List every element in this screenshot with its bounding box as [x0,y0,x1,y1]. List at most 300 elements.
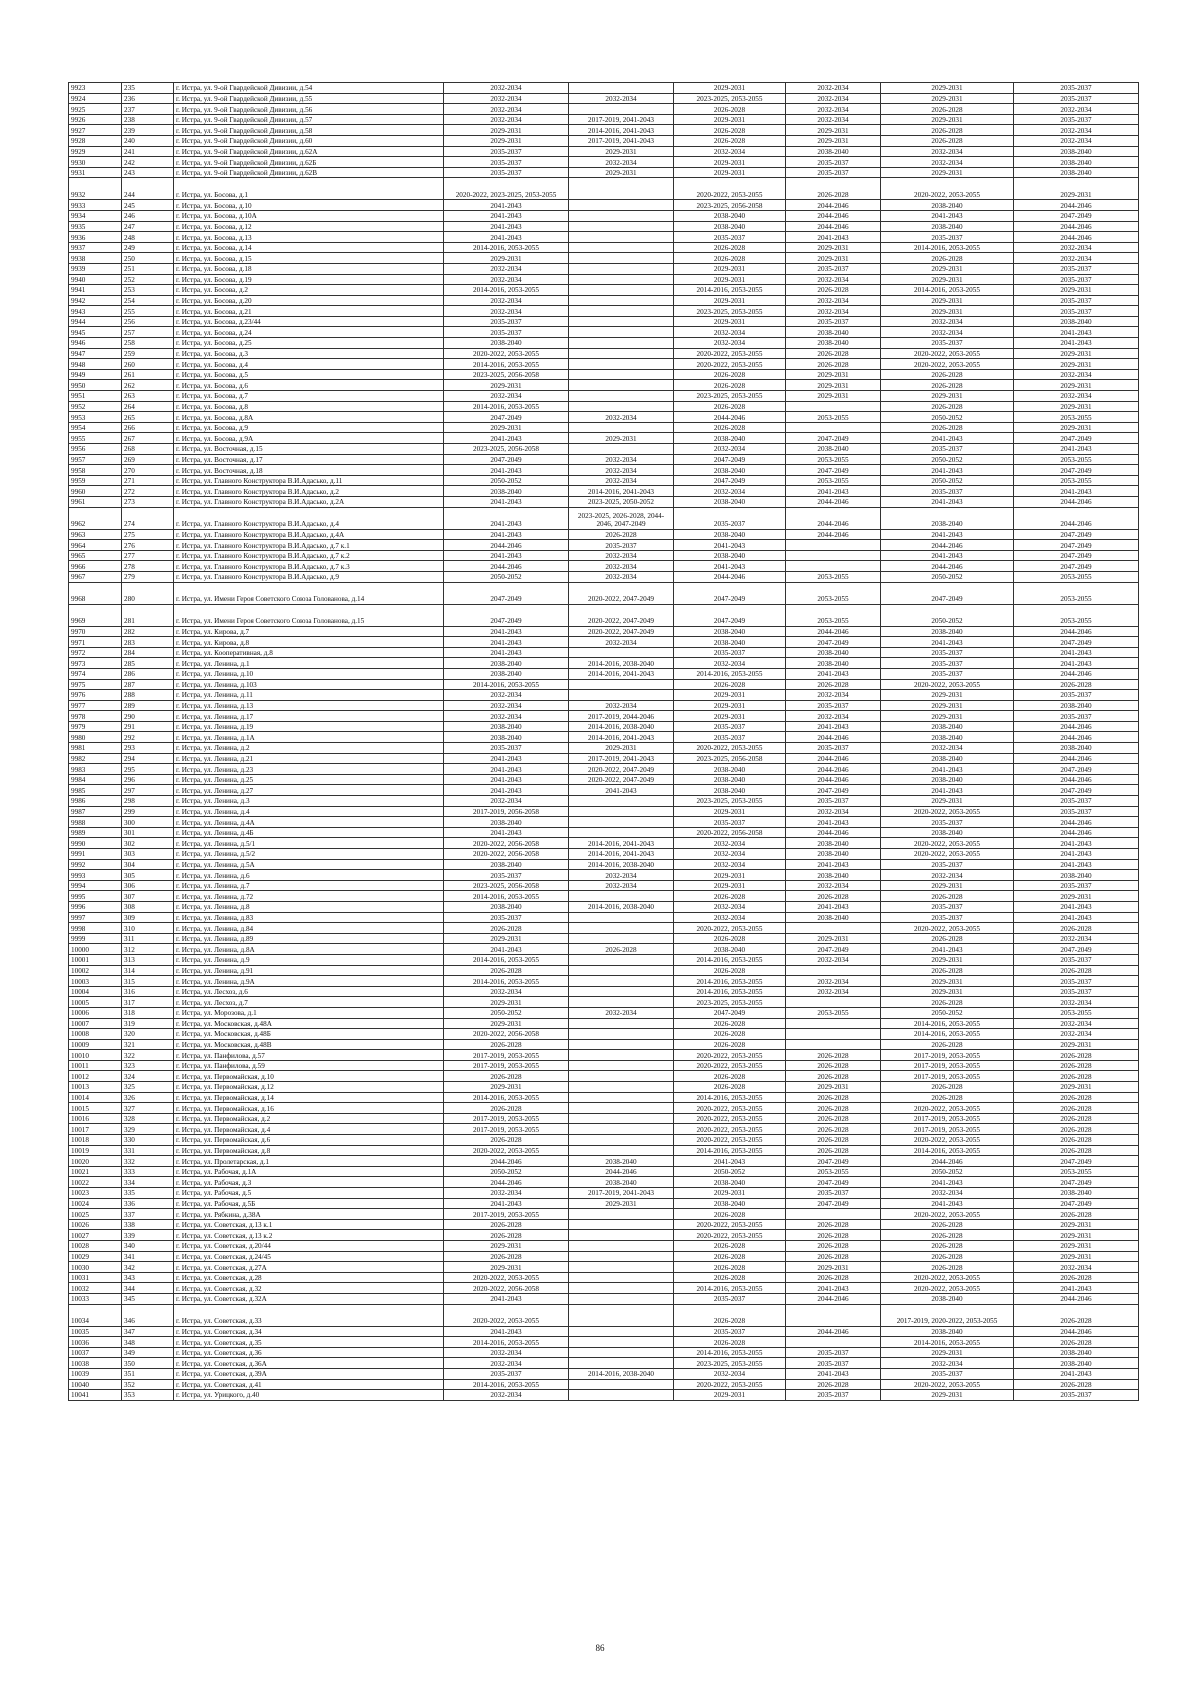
work-period-cell-2: 2032-2034 [569,475,674,486]
seq-number-cell: 326 [122,1092,174,1103]
work-period-cell-3: 2032-2034 [674,146,786,157]
work-period-cell-5: 2014-2016, 2053-2055 [881,242,1014,253]
seq-number-cell: 237 [122,104,174,115]
work-period-cell-6: 2032-2034 [1014,1262,1139,1273]
work-period-cell-2 [569,827,674,838]
table-row [69,1390,1139,1401]
work-period-cell-1: 2035-2037 [444,327,569,338]
work-period-cell-4: 2041-2043 [786,859,881,870]
work-period-cell-2 [569,316,674,327]
row-id-cell: 10032 [69,1283,122,1294]
address-cell: г. Истра, ул. Рабочая, д.5 [174,1188,444,1199]
work-period-cell-6: 2047-2049 [1014,1156,1139,1167]
work-period-cell-1: 2041-2043 [444,827,569,838]
work-period-cell-4: 2044-2046 [786,732,881,743]
work-period-cell-2: 2032-2034 [569,880,674,891]
seq-number-cell: 253 [122,285,174,296]
table-row [69,380,1139,391]
work-period-cell-2 [569,178,674,200]
address-cell: г. Истра, ул. Главного Конструктора В.И.Адасько, д.7 к.3 [174,561,444,572]
seq-number-cell: 238 [122,114,174,125]
work-period-cell-5: 2041-2043 [881,210,1014,221]
work-period-cell-1: 2032-2034 [444,1358,569,1369]
row-id-cell: 9987 [69,806,122,817]
work-period-cell-6: 2038-2040 [1014,316,1139,327]
work-period-cell-3: 2014-2016, 2053-2055 [674,1145,786,1156]
work-period-cell-4 [786,997,881,1008]
work-period-cell-3: 2041-2043 [674,561,786,572]
address-cell: г. Истра, ул. Ленина, д.8А [174,944,444,955]
address-cell: г. Истра, ул. Ленина, д.2 [174,743,444,754]
work-period-cell-3: 2029-2031 [674,806,786,817]
table-row [69,242,1139,253]
table-row [69,870,1139,881]
work-period-cell-4: 2047-2049 [786,1198,881,1209]
work-period-cell-4 [786,1029,881,1040]
work-period-cell-3: 2032-2034 [674,1368,786,1379]
work-period-cell-6: 2053-2055 [1014,412,1139,423]
table-row [69,135,1139,146]
work-period-cell-1: 2014-2016, 2053-2055 [444,401,569,412]
work-period-cell-3: 2023-2025, 2053-2055 [674,796,786,807]
work-period-cell-3: 2044-2046 [674,571,786,582]
work-period-cell-4: 2026-2028 [786,1230,881,1241]
work-period-cell-2: 2032-2034 [569,157,674,168]
row-id-cell: 9977 [69,700,122,711]
work-period-cell-3: 2038-2040 [674,626,786,637]
work-period-cell-1: 2041-2043 [444,507,569,529]
work-period-cell-4: 2038-2040 [786,444,881,455]
work-period-cell-3: 2041-2043 [674,540,786,551]
seq-number-cell: 269 [122,454,174,465]
table-row [69,1082,1139,1093]
work-period-cell-3: 2020-2022, 2053-2055 [674,1050,786,1061]
work-period-cell-6: 2047-2049 [1014,561,1139,572]
work-period-cell-6: 2038-2040 [1014,146,1139,157]
work-period-cell-4: 2026-2028 [786,1124,881,1135]
address-cell: г. Истра, ул. Советская, д.36А [174,1358,444,1369]
row-id-cell: 9990 [69,838,122,849]
address-cell: г. Истра, ул. Босова, д.8А [174,412,444,423]
work-period-cell-2 [569,933,674,944]
work-period-cell-3: 2029-2031 [674,114,786,125]
work-period-cell-3: 2038-2040 [674,1198,786,1209]
work-period-cell-3: 2026-2028 [674,1071,786,1082]
work-period-cell-4: 2035-2037 [786,1188,881,1199]
work-period-cell-6: 2053-2055 [1014,1007,1139,1018]
work-period-cell-2: 2029-2031 [569,433,674,444]
work-period-cell-1: 2029-2031 [444,933,569,944]
table-row [69,1050,1139,1061]
work-period-cell-6: 2029-2031 [1014,1230,1139,1241]
row-id-cell: 9996 [69,901,122,912]
work-period-cell-3: 2023-2025, 2053-2055 [674,1358,786,1369]
work-period-cell-1: 2038-2040 [444,732,569,743]
work-period-cell-6: 2035-2037 [1014,274,1139,285]
seq-number-cell: 307 [122,891,174,902]
work-period-cell-6: 2044-2046 [1014,753,1139,764]
work-period-cell-4: 2026-2028 [786,1135,881,1146]
work-period-cell-6: 2029-2031 [1014,1082,1139,1093]
address-cell: г. Истра, ул. Советская, д.32 [174,1283,444,1294]
work-period-cell-5: 2026-2028 [881,1082,1014,1093]
row-id-cell: 10040 [69,1379,122,1390]
table-row [69,550,1139,561]
work-period-cell-5: 2035-2037 [881,647,1014,658]
work-period-cell-6: 2047-2049 [1014,1198,1139,1209]
work-period-cell-6: 2047-2049 [1014,465,1139,476]
seq-number-cell: 283 [122,637,174,648]
table-row [69,1337,1139,1348]
work-period-cell-5: 2020-2022, 2053-2055 [881,923,1014,934]
work-period-cell-1: 2029-2031 [444,1240,569,1251]
work-period-cell-4: 2026-2028 [786,1379,881,1390]
work-period-cell-1: 2026-2028 [444,1039,569,1050]
work-period-cell-3: 2044-2046 [674,412,786,423]
work-period-cell-3: 2020-2022, 2053-2055 [674,348,786,359]
table-row [69,753,1139,764]
work-period-cell-2 [569,263,674,274]
seq-number-cell: 261 [122,369,174,380]
work-period-cell-2 [569,1251,674,1262]
work-period-cell-5: 2029-2031 [881,880,1014,891]
row-id-cell: 10018 [69,1135,122,1146]
address-cell: г. Истра, ул. 9-ой Гвардейской Дивизии, д.62Б [174,157,444,168]
address-cell: г. Истра, ул. Босова, д.13 [174,232,444,243]
row-id-cell: 9974 [69,668,122,679]
row-id-cell: 9959 [69,475,122,486]
work-period-cell-4: 2044-2046 [786,200,881,211]
work-period-cell-3: 2032-2034 [674,338,786,349]
work-period-cell-4: 2032-2034 [786,83,881,94]
work-period-cell-5: 2032-2034 [881,157,1014,168]
work-period-cell-5: 2020-2022, 2053-2055 [881,359,1014,370]
work-period-cell-2: 2032-2034 [569,550,674,561]
work-period-cell-2: 2035-2037 [569,540,674,551]
work-period-cell-3: 2029-2031 [674,700,786,711]
work-period-cell-2: 2014-2016, 2041-2043 [569,668,674,679]
work-period-cell-1: 2032-2034 [444,295,569,306]
work-period-cell-5: 2026-2028 [881,933,1014,944]
seq-number-cell: 327 [122,1103,174,1114]
work-period-cell-1: 2047-2049 [444,454,569,465]
row-id-cell: 9939 [69,263,122,274]
work-period-cell-1: 2035-2037 [444,1368,569,1379]
work-period-cell-6: 2026-2028 [1014,1050,1139,1061]
work-period-cell-3: 2029-2031 [674,1390,786,1401]
work-period-cell-5: 2026-2028 [881,1092,1014,1103]
work-period-cell-1: 2041-2043 [444,496,569,507]
work-period-cell-1: 2050-2052 [444,1007,569,1018]
table-row [69,221,1139,232]
table-row [69,359,1139,370]
work-period-cell-3: 2026-2028 [674,1082,786,1093]
work-period-cell-6: 2044-2046 [1014,496,1139,507]
table-row [69,1219,1139,1230]
work-period-cell-6: 2047-2049 [1014,944,1139,955]
work-period-cell-4: 2044-2046 [786,626,881,637]
work-period-cell-4: 2029-2031 [786,125,881,136]
address-cell: г. Истра, ул. Рабочая, д.3 [174,1177,444,1188]
work-period-cell-6: 2026-2028 [1014,965,1139,976]
work-period-cell-3: 2038-2040 [674,550,786,561]
address-cell: г. Истра, ул. Первомайская, д.6 [174,1135,444,1146]
work-period-cell-3: 2026-2028 [674,933,786,944]
address-cell: г. Истра, ул. Босова, д.3 [174,348,444,359]
work-period-cell-3: 2026-2028 [674,1251,786,1262]
row-id-cell: 10025 [69,1209,122,1220]
work-period-cell-3: 2038-2040 [674,221,786,232]
work-period-cell-5: 2041-2043 [881,944,1014,955]
table-row [69,764,1139,775]
work-period-cell-3: 2035-2037 [674,732,786,743]
work-period-cell-2 [569,965,674,976]
work-period-cell-3: 2035-2037 [674,1326,786,1337]
work-period-cell-1: 2038-2040 [444,486,569,497]
table-row [69,604,1139,626]
work-period-cell-4 [786,1209,881,1220]
work-period-cell-1: 2014-2016, 2053-2055 [444,976,569,987]
row-id-cell: 9923 [69,83,122,94]
work-period-cell-2: 2020-2022, 2047-2049 [569,582,674,604]
table-row [69,721,1139,732]
work-period-cell-1: 2023-2025, 2056-2058 [444,444,569,455]
work-period-cell-2: 2017-2019, 2044-2046 [569,711,674,722]
table-row [69,944,1139,955]
address-cell: г. Истра, ул. 9-ой Гвардейской Дивизии, д.62А [174,146,444,157]
row-id-cell: 10017 [69,1124,122,1135]
work-period-cell-3: 2038-2040 [674,637,786,648]
row-id-cell: 9938 [69,253,122,264]
work-period-cell-3: 2014-2016, 2053-2055 [674,1092,786,1103]
work-period-cell-4: 2038-2040 [786,647,881,658]
row-id-cell: 9963 [69,529,122,540]
work-period-cell-6: 2041-2043 [1014,647,1139,658]
work-period-cell-6: 2041-2043 [1014,486,1139,497]
work-period-cell-1: 2041-2043 [444,774,569,785]
work-period-cell-2 [569,1103,674,1114]
row-id-cell: 9978 [69,711,122,722]
work-period-cell-4: 2029-2031 [786,242,881,253]
address-cell: г. Истра, ул. Главного Конструктора В.И.Адасько, д.4А [174,529,444,540]
work-period-cell-1: 2026-2028 [444,1071,569,1082]
work-period-cell-1: 2041-2043 [444,550,569,561]
seq-number-cell: 296 [122,774,174,785]
work-period-cell-4: 2026-2028 [786,1050,881,1061]
table-row [69,1368,1139,1379]
work-period-cell-6: 2032-2034 [1014,997,1139,1008]
table-row [69,507,1139,529]
work-period-cell-2 [569,338,674,349]
row-id-cell: 9992 [69,859,122,870]
work-period-cell-2: 2032-2034 [569,93,674,104]
work-period-cell-4: 2047-2049 [786,1156,881,1167]
row-id-cell: 10006 [69,1007,122,1018]
work-period-cell-3: 2038-2040 [674,944,786,955]
work-period-cell-1: 2017-2019, 2053-2055 [444,1050,569,1061]
address-cell: г. Истра, ул. Восточная, д.18 [174,465,444,476]
work-period-cell-2: 2026-2028 [569,529,674,540]
work-period-cell-2 [569,1039,674,1050]
table-row [69,1326,1139,1337]
work-period-cell-2 [569,1124,674,1135]
row-id-cell: 9951 [69,391,122,402]
address-cell: г. Истра, ул. Советская, д.24/45 [174,1251,444,1262]
work-period-cell-2 [569,647,674,658]
address-cell: г. Истра, ул. 9-ой Гвардейской Дивизии, д.57 [174,114,444,125]
work-period-cell-1: 2017-2019, 2056-2058 [444,806,569,817]
work-period-cell-3: 2032-2034 [674,486,786,497]
work-period-cell-3: 2026-2028 [674,679,786,690]
work-period-cell-5: 2050-2052 [881,571,1014,582]
work-period-cell-4 [786,1018,881,1029]
work-period-cell-6: 2053-2055 [1014,1166,1139,1177]
work-period-cell-2: 2029-2031 [569,167,674,178]
work-period-cell-6: 2029-2031 [1014,359,1139,370]
work-period-cell-1: 2032-2034 [444,1188,569,1199]
work-period-cell-4: 2029-2031 [786,380,881,391]
work-period-cell-1: 2026-2028 [444,1219,569,1230]
work-period-cell-4: 2044-2046 [786,507,881,529]
seq-number-cell: 240 [122,135,174,146]
work-period-cell-2 [569,1018,674,1029]
work-period-cell-1: 2029-2031 [444,997,569,1008]
work-period-cell-3: 2014-2016, 2053-2055 [674,668,786,679]
row-id-cell: 10021 [69,1166,122,1177]
table-row [69,338,1139,349]
work-period-cell-5: 2035-2037 [881,817,1014,828]
work-period-cell-4: 2044-2046 [786,221,881,232]
work-period-cell-6: 2026-2028 [1014,1145,1139,1156]
work-period-cell-4: 2026-2028 [786,1071,881,1082]
work-period-cell-5: 2029-2031 [881,976,1014,987]
seq-number-cell: 303 [122,849,174,860]
work-period-cell-5: 2020-2022, 2053-2055 [881,178,1014,200]
work-period-cell-3: 2026-2028 [674,125,786,136]
work-period-cell-1: 2029-2031 [444,1262,569,1273]
work-period-cell-1: 2032-2034 [444,114,569,125]
work-period-cell-3: 2038-2040 [674,465,786,476]
seq-number-cell: 285 [122,658,174,669]
seq-number-cell: 349 [122,1347,174,1358]
work-period-cell-6: 2038-2040 [1014,1358,1139,1369]
address-cell: г. Истра, ул. Ленина, д.23 [174,764,444,775]
work-period-cell-2 [569,1293,674,1304]
address-cell: г. Истра, ул. Ленина, д.10 [174,668,444,679]
work-period-cell-4: 2026-2028 [786,178,881,200]
table-row [69,1177,1139,1188]
work-period-cell-3: 2023-2025, 2053-2055 [674,93,786,104]
table-row [69,711,1139,722]
work-period-cell-5: 2035-2037 [881,232,1014,243]
table-body [69,83,1139,1401]
work-period-cell-6: 2035-2037 [1014,83,1139,94]
table-row [69,965,1139,976]
table-row [69,1135,1139,1146]
address-cell: г. Истра, ул. Ленина, д.9 [174,954,444,965]
table-row [69,806,1139,817]
work-period-cell-4: 2044-2046 [786,764,881,775]
work-period-cell-5: 2029-2031 [881,295,1014,306]
seq-number-cell: 337 [122,1209,174,1220]
work-period-cell-4: 2029-2031 [786,933,881,944]
work-period-cell-5: 2026-2028 [881,104,1014,115]
table-row [69,412,1139,423]
seq-number-cell: 304 [122,859,174,870]
seq-number-cell: 334 [122,1177,174,1188]
table-row [69,859,1139,870]
work-period-cell-3: 2029-2031 [674,711,786,722]
seq-number-cell: 271 [122,475,174,486]
row-id-cell: 9967 [69,571,122,582]
work-period-cell-2: 2026-2028 [569,944,674,955]
work-period-cell-1: 2038-2040 [444,338,569,349]
work-period-cell-1: 2032-2034 [444,690,569,701]
row-id-cell: 9988 [69,817,122,828]
row-id-cell: 9946 [69,338,122,349]
row-id-cell: 9970 [69,626,122,637]
address-cell: г. Истра, ул. Московская, д.48Б [174,1029,444,1040]
row-id-cell: 10008 [69,1029,122,1040]
work-period-cell-4: 2038-2040 [786,658,881,669]
work-period-cell-6: 2035-2037 [1014,295,1139,306]
work-period-cell-4: 2047-2049 [786,785,881,796]
work-period-cell-1: 2044-2046 [444,540,569,551]
work-period-cell-5: 2020-2022, 2053-2055 [881,849,1014,860]
row-id-cell: 9925 [69,104,122,115]
row-id-cell: 9989 [69,827,122,838]
work-period-cell-2 [569,1092,674,1103]
work-period-cell-6: 2047-2049 [1014,637,1139,648]
row-id-cell: 10015 [69,1103,122,1114]
work-period-cell-2: 2017-2019, 2041-2043 [569,135,674,146]
seq-number-cell: 319 [122,1018,174,1029]
table-row [69,637,1139,648]
work-period-cell-5: 2038-2040 [881,774,1014,785]
work-period-cell-5: 2035-2037 [881,658,1014,669]
work-period-cell-5: 2032-2034 [881,1188,1014,1199]
seq-number-cell: 284 [122,647,174,658]
work-period-cell-3: 2026-2028 [674,401,786,412]
work-period-cell-4: 2026-2028 [786,891,881,902]
work-period-cell-1: 2026-2028 [444,923,569,934]
work-period-cell-4: 2041-2043 [786,901,881,912]
address-cell: г. Истра, ул. Советская, д.27А [174,1262,444,1273]
work-period-cell-5: 2050-2052 [881,1007,1014,1018]
seq-number-cell: 300 [122,817,174,828]
row-id-cell: 10019 [69,1145,122,1156]
seq-number-cell: 273 [122,496,174,507]
work-period-cell-2: 2014-2016, 2041-2043 [569,838,674,849]
seq-number-cell: 305 [122,870,174,881]
work-period-cell-4: 2032-2034 [786,976,881,987]
table-row [69,1379,1139,1390]
seq-number-cell: 329 [122,1124,174,1135]
seq-number-cell: 317 [122,997,174,1008]
work-period-cell-5: 2029-2031 [881,954,1014,965]
table-row [69,444,1139,455]
work-period-cell-5: 2020-2022, 2053-2055 [881,1272,1014,1283]
work-period-cell-2: 2032-2034 [569,412,674,423]
address-cell: г. Истра, ул. Ленина, д.103 [174,679,444,690]
work-period-cell-3: 2014-2016, 2053-2055 [674,986,786,997]
table-row [69,1251,1139,1262]
seq-number-cell: 338 [122,1219,174,1230]
work-period-cell-2 [569,1390,674,1401]
work-period-cell-4: 2035-2037 [786,316,881,327]
table-row [69,274,1139,285]
work-period-cell-3: 2014-2016, 2053-2055 [674,954,786,965]
